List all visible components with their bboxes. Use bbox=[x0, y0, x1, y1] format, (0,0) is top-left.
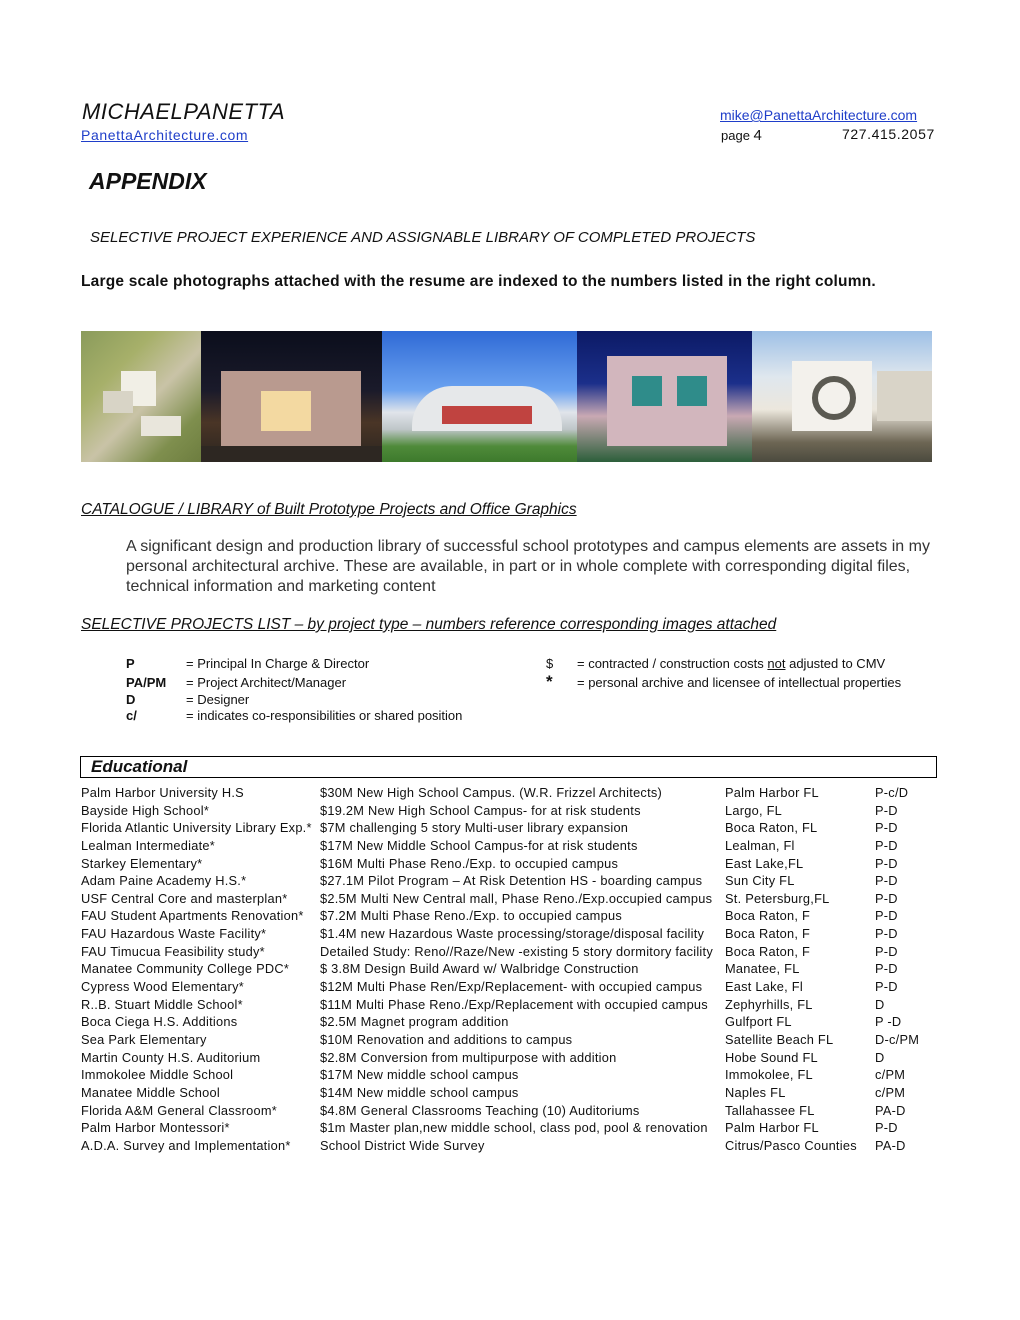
project-role: P -D bbox=[875, 1014, 902, 1030]
campus-entrance-photo bbox=[752, 331, 932, 462]
project-name: FAU Hazardous Waste Facility* bbox=[81, 926, 267, 942]
project-photo-strip bbox=[81, 331, 932, 462]
project-role: P-D bbox=[875, 908, 898, 924]
project-role: P-D bbox=[875, 873, 898, 889]
table-row bbox=[81, 908, 935, 926]
projects-table bbox=[81, 785, 935, 1155]
project-name: Palm Harbor University H.S bbox=[81, 785, 244, 800]
table-row bbox=[81, 1032, 935, 1050]
project-description: $17M New Middle School Campus-for at risk students bbox=[320, 837, 638, 853]
project-name: Manatee Community College PDC* bbox=[81, 961, 290, 977]
project-description: $2.5M Magnet program addition bbox=[320, 1014, 509, 1030]
project-role: P-D bbox=[875, 837, 898, 853]
table-row bbox=[81, 926, 935, 944]
project-name: Cypress Wood Elementary* bbox=[81, 979, 244, 995]
website-link[interactable]: PanettaArchitecture.com bbox=[81, 127, 249, 143]
page-subtitle: SELECTIVE PROJECT EXPERIENCE AND ASSIGNABLE LIBRARY OF COMPLETED PROJECTS bbox=[90, 229, 756, 246]
project-description: $30M New High School Campus. (W.R. Frizzel Architects) bbox=[320, 785, 663, 800]
page-title: APPENDIX bbox=[89, 168, 207, 194]
project-name: USF Central Core and masterplan* bbox=[81, 890, 288, 906]
legend-desc: = Principal In Charge & Director bbox=[186, 656, 370, 671]
project-description: $19.2M New High School Campus- for at risk students bbox=[320, 802, 641, 818]
page-indicator bbox=[721, 127, 762, 144]
email-link[interactable]: mike@PanettaArchitecture.com bbox=[720, 107, 918, 123]
gymnasium-photo bbox=[382, 331, 577, 462]
project-name: Manatee Middle School bbox=[81, 1084, 220, 1100]
project-location: Hobe Sound FL bbox=[725, 1049, 818, 1065]
page-label: page bbox=[721, 128, 750, 143]
project-description: $2.8M Conversion from multipurpose with addition bbox=[320, 1049, 617, 1065]
project-location: Lealman, Fl bbox=[725, 837, 795, 853]
project-location: Boca Raton, F bbox=[725, 908, 811, 924]
project-role: D-c/PM bbox=[875, 1031, 920, 1047]
table-row bbox=[81, 979, 935, 997]
table-row bbox=[81, 820, 935, 838]
table-row bbox=[81, 944, 935, 962]
project-location: Sun City FL bbox=[725, 873, 795, 889]
legend-desc: = personal archive and licensee of intellectual properties bbox=[577, 675, 902, 690]
catalogue-paragraph: A significant design and production library of successful school prototypes and campus elements are assets in my personal architectural archive. These are available, in part or in whole complete with corresponding digital files, technical information and marketing content bbox=[126, 538, 930, 595]
project-role: c/PM bbox=[875, 1084, 906, 1100]
project-description: School District Wide Survey bbox=[320, 1137, 485, 1153]
selective-projects-heading: SELECTIVE PROJECTS LIST – by project type – numbers reference corresponding images attached bbox=[81, 616, 777, 633]
project-description: $2.5M Multi New Central mall, Phase Reno./Exp.occupied campus bbox=[320, 890, 713, 906]
legend-desc-part: = contracted / construction costs bbox=[577, 656, 768, 671]
project-role: P-D bbox=[875, 943, 898, 959]
project-name: Starkey Elementary* bbox=[81, 855, 203, 871]
project-description: $1.4M new Hazardous Waste processing/storage/disposal facility bbox=[320, 926, 705, 942]
table-row bbox=[81, 891, 935, 909]
project-description: $10M Renovation and additions to campus bbox=[320, 1031, 573, 1047]
project-name: Florida Atlantic University Library Exp.* bbox=[81, 820, 312, 836]
project-location: Palm Harbor FL bbox=[725, 1120, 819, 1136]
table-row bbox=[81, 1014, 935, 1032]
project-location: Largo, FL bbox=[725, 802, 783, 818]
project-role: P-D bbox=[875, 979, 898, 995]
legend-desc: = indicates co-responsibilities or shared position bbox=[186, 708, 463, 723]
project-name: Lealman Intermediate* bbox=[81, 837, 216, 853]
legend-key: * bbox=[546, 672, 553, 691]
project-description: $7.2M Multi Phase Reno./Exp. to occupied campus bbox=[320, 908, 622, 924]
project-role: P-D bbox=[875, 926, 898, 942]
project-location: Naples FL bbox=[725, 1084, 786, 1100]
legend-key: P bbox=[126, 656, 135, 671]
project-description: $ 3.8M Design Build Award w/ Walbridge Construction bbox=[320, 961, 639, 977]
table-row bbox=[81, 1085, 935, 1103]
table-row bbox=[81, 997, 935, 1015]
legend-key: PA/PM bbox=[126, 675, 167, 690]
project-location: Palm Harbor FL bbox=[725, 785, 819, 800]
project-name: Adam Paine Academy H.S.* bbox=[81, 873, 247, 889]
table-row bbox=[81, 1103, 935, 1121]
phone-number: 727.415.2057 bbox=[842, 126, 935, 142]
project-name: FAU Student Apartments Renovation* bbox=[81, 908, 304, 924]
section-header-box bbox=[80, 756, 937, 778]
section-title: Educational bbox=[91, 757, 188, 776]
table-row bbox=[81, 1120, 935, 1138]
legend-key: $ bbox=[546, 656, 554, 671]
project-location: Boca Raton, F bbox=[725, 943, 811, 959]
project-name: Immokolee Middle School bbox=[81, 1067, 234, 1083]
project-role: c/PM bbox=[875, 1067, 906, 1083]
table-row bbox=[81, 961, 935, 979]
library-photo bbox=[577, 331, 752, 462]
table-row bbox=[81, 803, 935, 821]
table-row bbox=[81, 785, 935, 803]
page-number: 4 bbox=[753, 127, 762, 144]
project-description: $7M challenging 5 story Multi-user library expansion bbox=[320, 820, 629, 836]
project-role: P-D bbox=[875, 890, 898, 906]
table-row bbox=[81, 1138, 935, 1156]
project-role: D bbox=[875, 1049, 885, 1065]
night-building-photo bbox=[201, 331, 382, 462]
table-row bbox=[81, 1067, 935, 1085]
project-role: P-D bbox=[875, 1120, 898, 1136]
table-row bbox=[81, 856, 935, 874]
project-name: Palm Harbor Montessori* bbox=[81, 1120, 230, 1136]
project-description: $17M New middle school campus bbox=[320, 1067, 519, 1083]
catalogue-heading: CATALOGUE / LIBRARY of Built Prototype Projects and Office Graphics bbox=[81, 501, 577, 518]
project-role: P-D bbox=[875, 820, 898, 836]
legend-desc: = Designer bbox=[186, 692, 250, 707]
project-location: Immokolee, FL bbox=[725, 1067, 813, 1083]
project-role: P-c/D bbox=[875, 785, 909, 800]
project-description: $1m Master plan,new middle school, class pod, pool & renovation bbox=[320, 1120, 708, 1136]
project-location: Zephyrhills, FL bbox=[725, 996, 813, 1012]
project-description: $16M Multi Phase Reno./Exp. to occupied campus bbox=[320, 855, 619, 871]
project-role: PA-D bbox=[875, 1102, 906, 1118]
project-name: R..B. Stuart Middle School* bbox=[81, 996, 243, 1012]
project-description: Detailed Study: Reno//Raze/New -existing 5 story dormitory facility bbox=[320, 943, 713, 959]
project-role: P-D bbox=[875, 855, 898, 871]
project-location: Citrus/Pasco Counties bbox=[725, 1137, 857, 1153]
table-row bbox=[81, 1050, 935, 1068]
project-name: Bayside High School* bbox=[81, 802, 210, 818]
project-role: P-D bbox=[875, 961, 898, 977]
project-name: A.D.A. Survey and Implementation* bbox=[81, 1137, 291, 1153]
legend-desc: = Project Architect/Manager bbox=[186, 675, 347, 690]
project-role: D bbox=[875, 996, 885, 1012]
project-location: Boca Raton, F bbox=[725, 926, 811, 942]
project-location: Satellite Beach FL bbox=[725, 1031, 834, 1047]
project-description: $27.1M Pilot Program – At Risk Detention HS - boarding campus bbox=[320, 873, 703, 889]
project-role: PA-D bbox=[875, 1137, 906, 1153]
project-role: P-D bbox=[875, 802, 898, 818]
intro-text: Large scale photographs attached with the resume are indexed to the numbers listed in the right column. bbox=[81, 273, 876, 290]
project-location: St. Petersburg,FL bbox=[725, 890, 830, 906]
table-row bbox=[81, 838, 935, 856]
project-name: FAU Timucua Feasibility study* bbox=[81, 943, 265, 959]
project-description: $14M New middle school campus bbox=[320, 1084, 519, 1100]
project-name: Florida A&M General Classroom* bbox=[81, 1102, 277, 1118]
legend-desc-emphasis: not bbox=[767, 656, 786, 671]
project-description: $11M Multi Phase Reno./Exp/Replacement with occupied campus bbox=[320, 996, 708, 1012]
project-name: Sea Park Elementary bbox=[81, 1031, 207, 1047]
legend-key: c/ bbox=[126, 708, 137, 723]
legend-desc bbox=[577, 656, 885, 671]
project-description: $12M Multi Phase Ren/Exp/Replacement- with occupied campus bbox=[320, 979, 703, 995]
project-name: Boca Ciega H.S. Additions bbox=[81, 1014, 238, 1030]
author-name: MICHAELPANETTA bbox=[82, 99, 285, 124]
project-location: East Lake,FL bbox=[725, 855, 804, 871]
project-location: East Lake, Fl bbox=[725, 979, 803, 995]
project-location: Boca Raton, FL bbox=[725, 820, 818, 836]
project-location: Manatee, FL bbox=[725, 961, 800, 977]
project-location: Gulfport FL bbox=[725, 1014, 792, 1030]
legend-key: D bbox=[126, 692, 136, 707]
site-plan-photo bbox=[81, 331, 201, 462]
project-name: Martin County H.S. Auditorium bbox=[81, 1049, 261, 1065]
project-description: $4.8M General Classrooms Teaching (10) Auditoriums bbox=[320, 1102, 640, 1118]
legend-desc-part: adjusted to CMV bbox=[785, 656, 886, 671]
project-location: Tallahassee FL bbox=[725, 1102, 815, 1118]
table-row bbox=[81, 873, 935, 891]
